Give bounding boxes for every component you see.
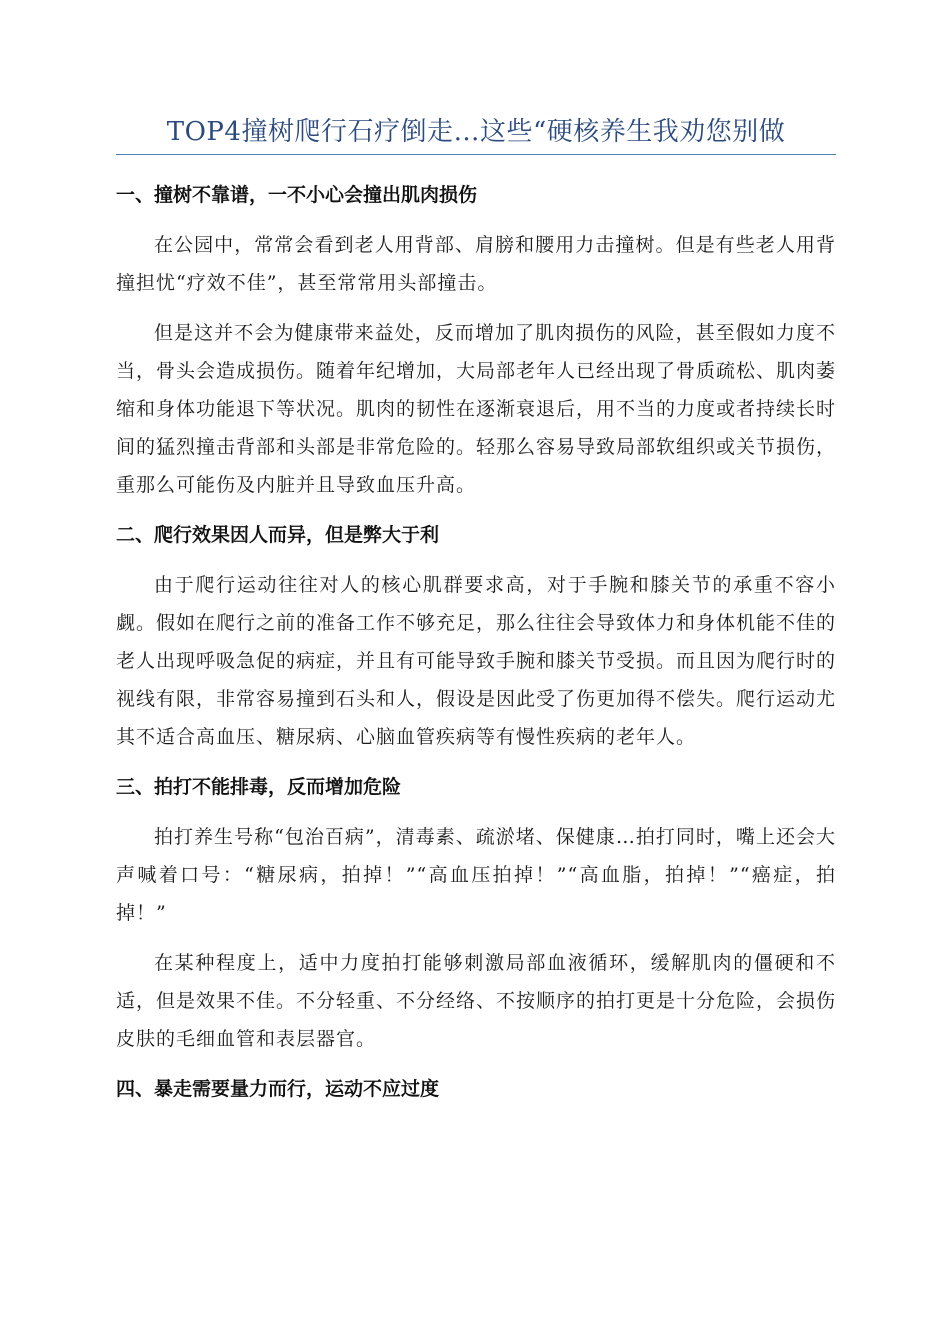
section-1-paragraph-1: 在公园中，常常会看到老人用背部、肩膀和腰用力击撞树。但是有些老人用背撞担忧“疗效不佳”，甚至常常用头部撞击。 — [116, 234, 836, 294]
section-heading-2: 二、爬行效果因人而异，但是弊大于利 — [116, 524, 440, 546]
section-3-paragraph-1: 拍打养生号称“包治百病”，清毒素、疏淤堵、保健康…拍打同时，嘴上还会大声喊着口号：“糖尿病，拍掉！”“高血压拍掉！”“高血脂，拍掉！”“癌症，拍掉！” — [116, 826, 836, 924]
section-heading-4: 四、暴走需要量力而行，运动不应过度 — [116, 1078, 440, 1100]
section-2-paragraph-1: 由于爬行运动往往对人的核心肌群要求高，对于手腕和膝关节的承重不容小觑。假如在爬行之前的准备工作不够充足，那么往往会导致体力和身体机能不佳的老人出现呼吸急促的病症，并且有可能导致手腕和膝关节受损。而且因为爬行时的视线有限，非常容易撞到石头和人，假设是因此受了伤更加得不偿失。爬行运动尤其不适合高血压、糖尿病、心脑血管疾病等有慢性疾病的老年人。 — [116, 574, 837, 748]
document-title: TOP4撞树爬行石疗倒走…这些“硬核养生我劝您别做 — [166, 117, 786, 147]
section-heading-1: 一、撞树不靠谱，一不小心会撞出肌肉损伤 — [116, 184, 478, 206]
document-body — [116, 176, 836, 1120]
section-1-paragraph-2: 但是这并不会为健康带来益处，反而增加了肌肉损伤的风险，甚至假如力度不当，骨头会造成损伤。随着年纪增加，大局部老年人已经出现了骨质疏松、肌肉萎缩和身体功能退下等状况。肌肉的韧性在逐渐衰退后，用不当的力度或者持续长时间的猛烈撞击背部和头部是非常危险的。轻那么容易导致局部软组织或关节损伤，重那么可能伤及内脏并且导致血压升高。 — [116, 322, 837, 496]
section-heading-3: 三、拍打不能排毒，反而增加危险 — [116, 776, 402, 798]
document-page — [116, 0, 836, 1344]
section-3-paragraph-2: 在某种程度上，适中力度拍打能够刺激局部血液循环，缓解肌肉的僵硬和不适，但是效果不佳。不分轻重、不分经络、不按顺序的拍打更是十分危险，会损伤皮肤的毛细血管和表层器官。 — [116, 952, 837, 1050]
title-underline — [116, 154, 836, 155]
